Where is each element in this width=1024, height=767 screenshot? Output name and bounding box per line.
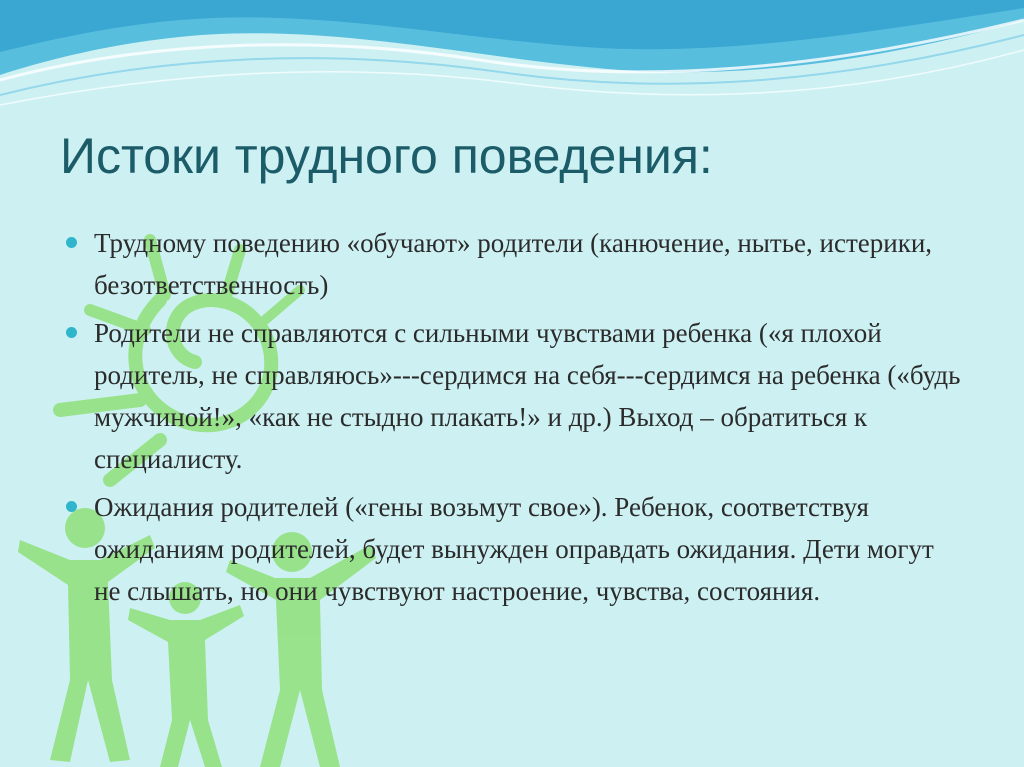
bullet-point-icon [66, 237, 77, 248]
page-title: Истоки трудного поведения: [60, 128, 713, 184]
bullet-list [66, 222, 966, 618]
bullet-text: Ожидания родителей («гены возьмут свое»). Ребенок, соответствуя ожиданиям родителей, будет вынужден оправдать ожидания. Дети могут не слышать, но они чувствуют настроение, чувства, состояния. [94, 492, 934, 606]
list-item [66, 312, 966, 480]
bullet-text: Родители не справляются с сильными чувствами ребенка («я плохой родитель, не справляюсь»---сердимся на себя---сердимся на ребенка («будь мужчиной!», «как не стыдно плакать!» и др.) Выход – обратиться к специалисту. [94, 318, 961, 474]
bullet-point-icon [66, 501, 77, 512]
list-item [66, 222, 966, 306]
bullet-text: Трудному поведению «обучают» родители (канючение, нытье, истерики, безответственность) [94, 228, 933, 300]
list-item [66, 486, 966, 612]
bullet-point-icon [66, 327, 77, 338]
